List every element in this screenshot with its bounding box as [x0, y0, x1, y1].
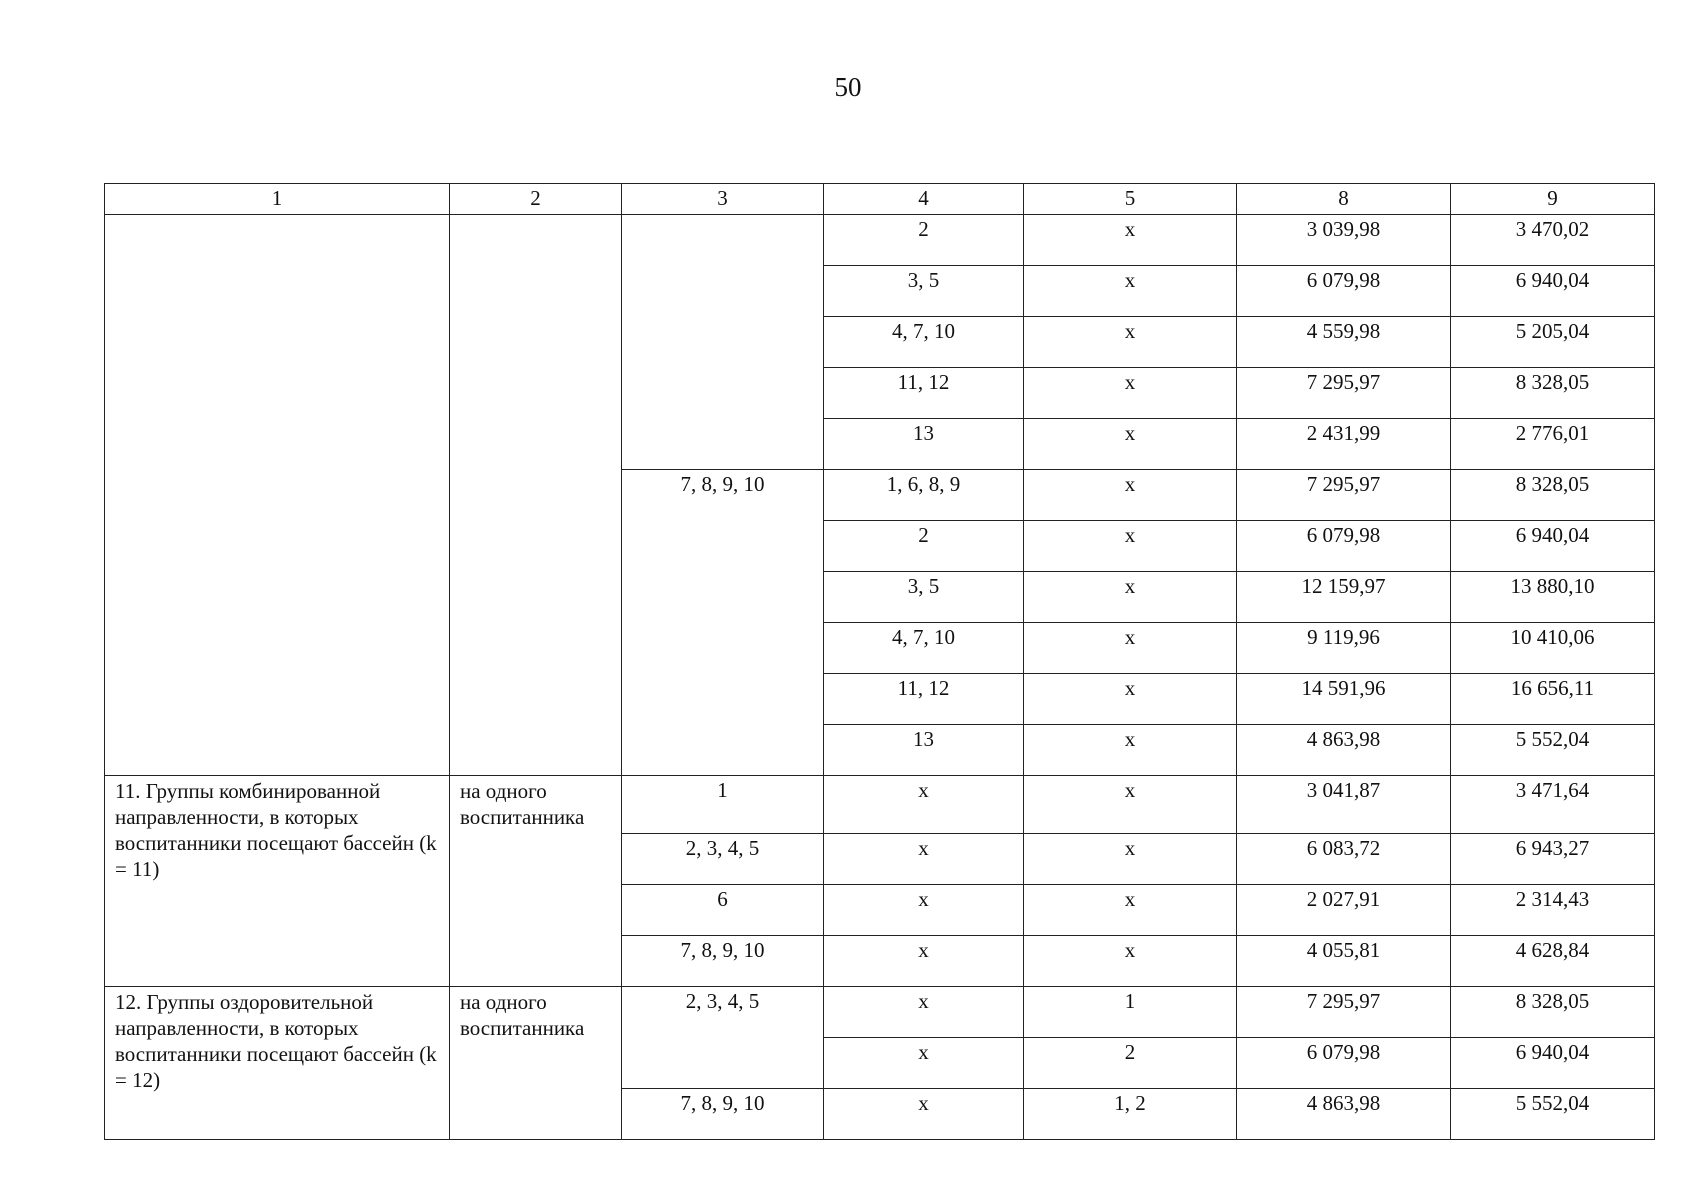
group-12-unit: на одного воспитанника — [450, 987, 622, 1140]
table-cell: 6 083,72 — [1237, 834, 1451, 885]
table-cell: x — [1024, 317, 1237, 368]
continued-group-cell — [622, 215, 824, 470]
table-cell: 13 880,10 — [1451, 572, 1655, 623]
table-cell: 12 159,97 — [1237, 572, 1451, 623]
table-cell: 2 776,01 — [1451, 419, 1655, 470]
group-11-label: 11. Группы комбинированной направленности, в которых воспитанники посещают бассейн (k = 11) — [105, 776, 450, 987]
table-cell: 3 039,98 — [1237, 215, 1451, 266]
table-cell: 6 079,98 — [1237, 521, 1451, 572]
table-cell: x — [1024, 266, 1237, 317]
table-cell: 4 863,98 — [1237, 1089, 1451, 1140]
table-cell: 5 205,04 — [1451, 317, 1655, 368]
table-cell: 2 — [824, 215, 1024, 266]
table-cell: x — [824, 1038, 1024, 1089]
continued-label-cell — [105, 215, 450, 776]
table-cell: 8 328,05 — [1451, 470, 1655, 521]
table-cell: 4 559,98 — [1237, 317, 1451, 368]
table-cell: 2, 3, 4, 5 — [622, 834, 824, 885]
table-cell: 11, 12 — [824, 368, 1024, 419]
table-cell: x — [1024, 419, 1237, 470]
table-cell: x — [1024, 623, 1237, 674]
table-cell: 8 328,05 — [1451, 368, 1655, 419]
table-cell: 4, 7, 10 — [824, 623, 1024, 674]
table-cell: x — [1024, 368, 1237, 419]
table-cell: 1, 6, 8, 9 — [824, 470, 1024, 521]
table-cell: x — [1024, 470, 1237, 521]
table-cell: 7, 8, 9, 10 — [622, 1089, 824, 1140]
table-cell: 9 119,96 — [1237, 623, 1451, 674]
table-cell: 1, 2 — [1024, 1089, 1237, 1140]
table-cell: 2 — [1024, 1038, 1237, 1089]
column-header: 3 — [622, 184, 824, 215]
table-cell: x — [1024, 572, 1237, 623]
table-cell: 2, 3, 4, 5 — [622, 987, 824, 1089]
table-cell: 7 295,97 — [1237, 987, 1451, 1038]
table-cell: 6 — [622, 885, 824, 936]
table-cell: 3, 5 — [824, 266, 1024, 317]
table-cell: 6 943,27 — [1451, 834, 1655, 885]
table-cell: 1 — [1024, 987, 1237, 1038]
table-cell: 6 079,98 — [1237, 266, 1451, 317]
table-cell: x — [1024, 936, 1237, 987]
table-cell: 4 628,84 — [1451, 936, 1655, 987]
table-cell: 3 041,87 — [1237, 776, 1451, 834]
table-cell: 3 470,02 — [1451, 215, 1655, 266]
table-cell: 5 552,04 — [1451, 1089, 1655, 1140]
table-cell: 3 471,64 — [1451, 776, 1655, 834]
table-cell: 2 — [824, 521, 1024, 572]
table-cell: x — [824, 936, 1024, 987]
table-row — [105, 776, 1655, 834]
column-header: 1 — [105, 184, 450, 215]
table-cell: 1 — [622, 776, 824, 834]
group-11-unit: на одного воспитанника — [450, 776, 622, 987]
table-cell: x — [824, 987, 1024, 1038]
table-cell: x — [1024, 776, 1237, 834]
column-header: 2 — [450, 184, 622, 215]
table-cell: x — [824, 776, 1024, 834]
table-cell: 6 940,04 — [1451, 521, 1655, 572]
table-cell: 6 940,04 — [1451, 266, 1655, 317]
continued-unit-cell — [450, 215, 622, 776]
table-cell: 6 940,04 — [1451, 1038, 1655, 1089]
column-header: 4 — [824, 184, 1024, 215]
table-cell: x — [824, 1089, 1024, 1140]
table-row — [105, 987, 1655, 1038]
column-header: 5 — [1024, 184, 1237, 215]
table-cell: x — [1024, 834, 1237, 885]
table-cell: 10 410,06 — [1451, 623, 1655, 674]
tariff-table — [104, 183, 1655, 1140]
group-12-label: 12. Группы оздоровительной направленности, в которых воспитанники посещают бассейн (k = 12) — [105, 987, 450, 1140]
table-cell: x — [1024, 674, 1237, 725]
table-cell: 7 295,97 — [1237, 470, 1451, 521]
column-header: 9 — [1451, 184, 1655, 215]
table-cell: x — [1024, 725, 1237, 776]
table-cell: x — [824, 834, 1024, 885]
table-cell: 11, 12 — [824, 674, 1024, 725]
table-cell: 2 027,91 — [1237, 885, 1451, 936]
page-number: 50 — [834, 72, 862, 102]
table-cell: x — [1024, 521, 1237, 572]
table-cell: 3, 5 — [824, 572, 1024, 623]
table-cell: 2 431,99 — [1237, 419, 1451, 470]
table-cell: x — [1024, 885, 1237, 936]
table-cell: 13 — [824, 419, 1024, 470]
table-cell: 7 295,97 — [1237, 368, 1451, 419]
column-header: 8 — [1237, 184, 1451, 215]
table-cell: x — [824, 885, 1024, 936]
header-row — [105, 184, 1655, 215]
table-cell: 4, 7, 10 — [824, 317, 1024, 368]
table-cell: 4 055,81 — [1237, 936, 1451, 987]
table-cell: x — [1024, 215, 1237, 266]
table-cell: 4 863,98 — [1237, 725, 1451, 776]
table-cell: 6 079,98 — [1237, 1038, 1451, 1089]
table-cell: 14 591,96 — [1237, 674, 1451, 725]
table-cell: 7, 8, 9, 10 — [622, 470, 824, 776]
table-cell: 2 314,43 — [1451, 885, 1655, 936]
table-cell: 5 552,04 — [1451, 725, 1655, 776]
table-cell: 7, 8, 9, 10 — [622, 936, 824, 987]
table-cell: 13 — [824, 725, 1024, 776]
table-cell: 16 656,11 — [1451, 674, 1655, 725]
table-cell: 8 328,05 — [1451, 987, 1655, 1038]
table-row — [105, 215, 1655, 266]
